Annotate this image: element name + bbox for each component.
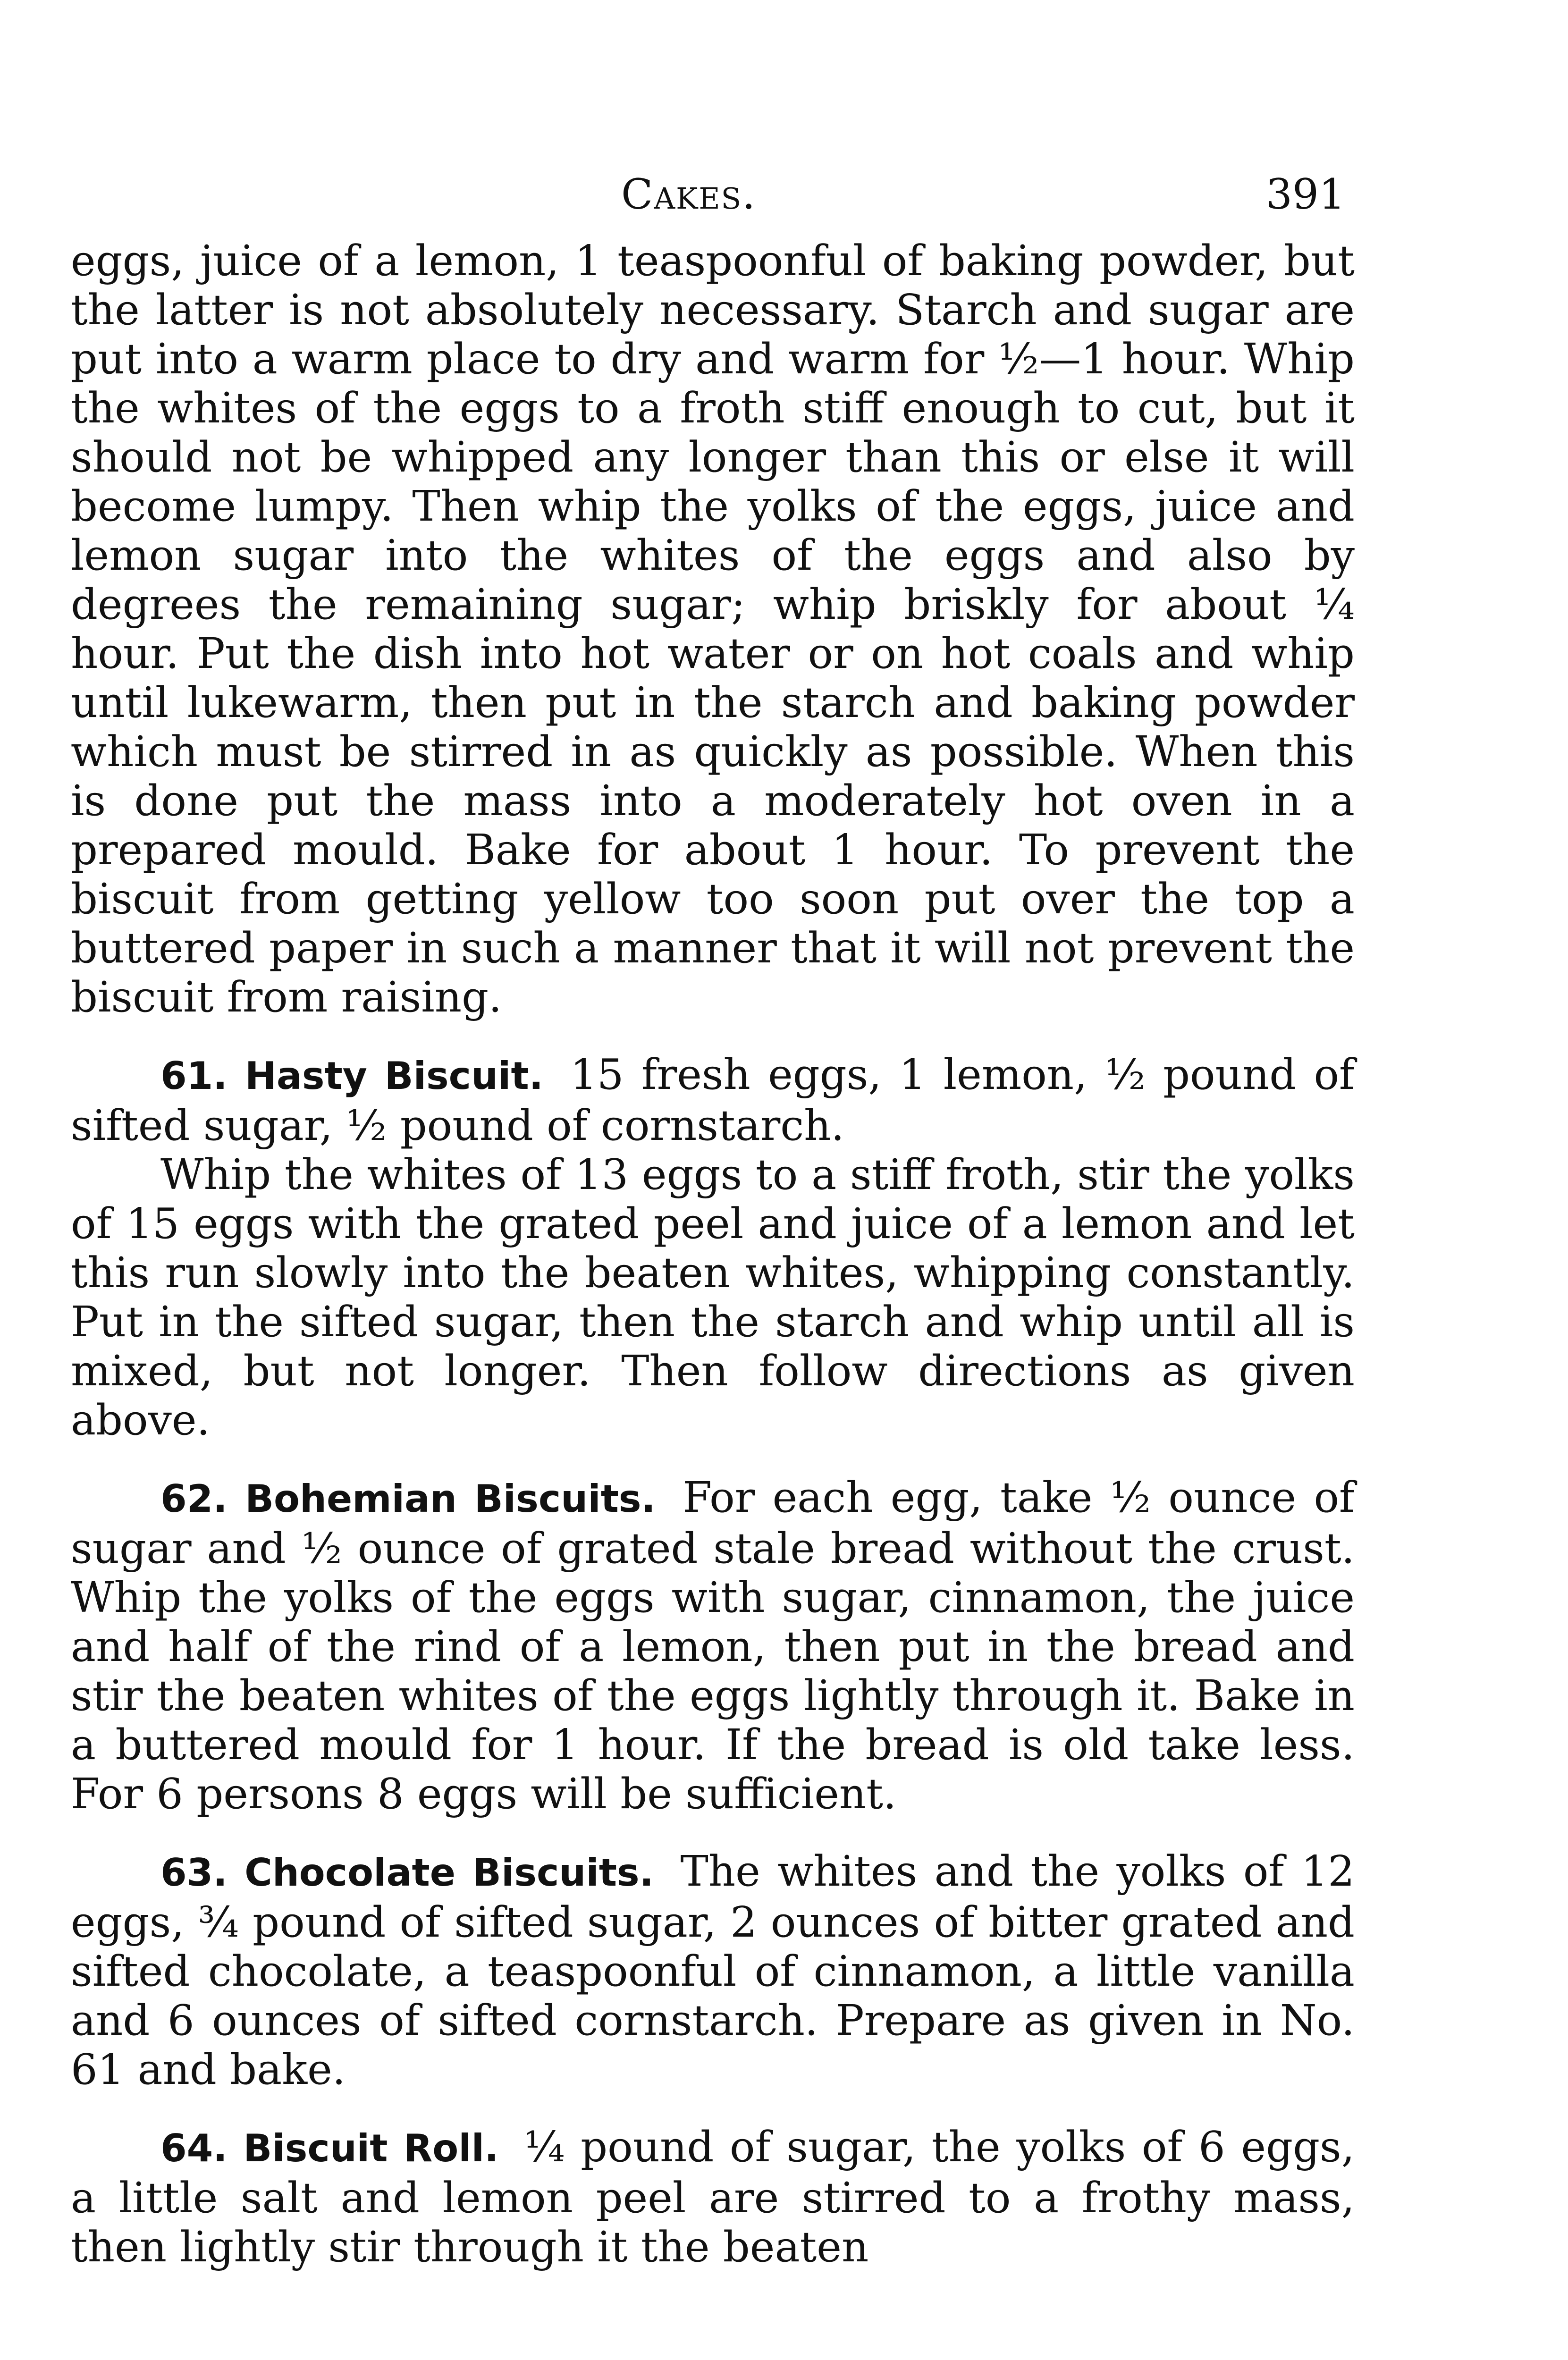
recipe-63 (71, 1846, 1355, 2094)
recipe-ingredients: 15 fresh eggs, 1 lemon, ½ pound of sifted sugar, ½ pound of cornstarch. (71, 1050, 1355, 1150)
running-head (71, 170, 1355, 236)
recipe-61 (71, 1050, 1355, 1150)
recipe-text: The whites and the yolks of 12 eggs, ¾ pound of sifted sugar, 2 ounces of bitter grated and sifted chocolate, a teaspoonful of cinnamon, a little vanilla and 6 ounces of sifted cornstarch. Prepare as given in No. 61 and bake. (71, 1846, 1355, 2094)
recipe-number: 62. (160, 1477, 228, 1521)
recipe-62 (71, 1473, 1355, 1818)
recipe-number: 64. (160, 2126, 228, 2170)
recipe-text: ¼ pound of sugar, the yolks of 6 eggs, a little salt and lemon peel are stirred to a frothy mass, then lightly stir through it the beaten (71, 2122, 1355, 2271)
page-number: 391 (1266, 170, 1345, 219)
recipe-number: 63. (160, 1851, 228, 1895)
book-page (71, 170, 1355, 2271)
recipe-title: Bohemian Biscuits. (245, 1477, 656, 1521)
recipe-title: Biscuit Roll. (243, 2126, 499, 2170)
running-title: Cakes. (621, 170, 757, 219)
recipe-text: For each egg, take ½ ounce of sugar and ½ ounce of grated stale bread without the crust. Whip the yolks of the eggs with sugar, cinnamon, the juice and half of the rind of a lemon, then put in the bread and stir the beaten whites of the eggs lightly through it. Bake in a buttered mould for 1 hour. If the bread is old take less. For 6 persons 8 eggs will be sufficient. (71, 1473, 1355, 1818)
continuation-paragraph: eggs, juice of a lemon, 1 teaspoonful of baking powder, but the latter is not absolutely necessary. Starch and sugar are put into a warm place to dry and warm for ½—1 hour. Whip the whites of the eggs to a froth stiff enough to cut, but it should not be whipped any longer than this or else it will become lumpy. Then whip the yolks of the eggs, juice and lemon sugar into the whites of the eggs and also by degrees the remaining sugar; whip briskly for about ¼ hour. Put the dish into hot water or on hot coals and whip until lukewarm, then put in the starch and baking powder which must be stirred in as quickly as possible. When this is done put the mass into a moderately hot oven in a prepared mould. Bake for about 1 hour. To prevent the biscuit from getting yellow too soon put over the top a buttered paper in such a manner that it will not prevent the biscuit from raising. (71, 236, 1355, 1021)
recipe-number: 61. (160, 1054, 228, 1098)
recipe-title: Hasty Biscuit. (244, 1054, 544, 1098)
recipe-64 (71, 2122, 1355, 2271)
recipe-title: Chocolate Biscuits. (244, 1851, 654, 1895)
recipe-61-method: Whip the whites of 13 eggs to a stiff froth, stir the yolks of 15 eggs with the grated peel and juice of a lemon and let this run slowly into the beaten whites, whipping constantly. Put in the sifted sugar, then the starch and whip until all is mixed, but not longer. Then follow directions as given above. (71, 1150, 1355, 1444)
